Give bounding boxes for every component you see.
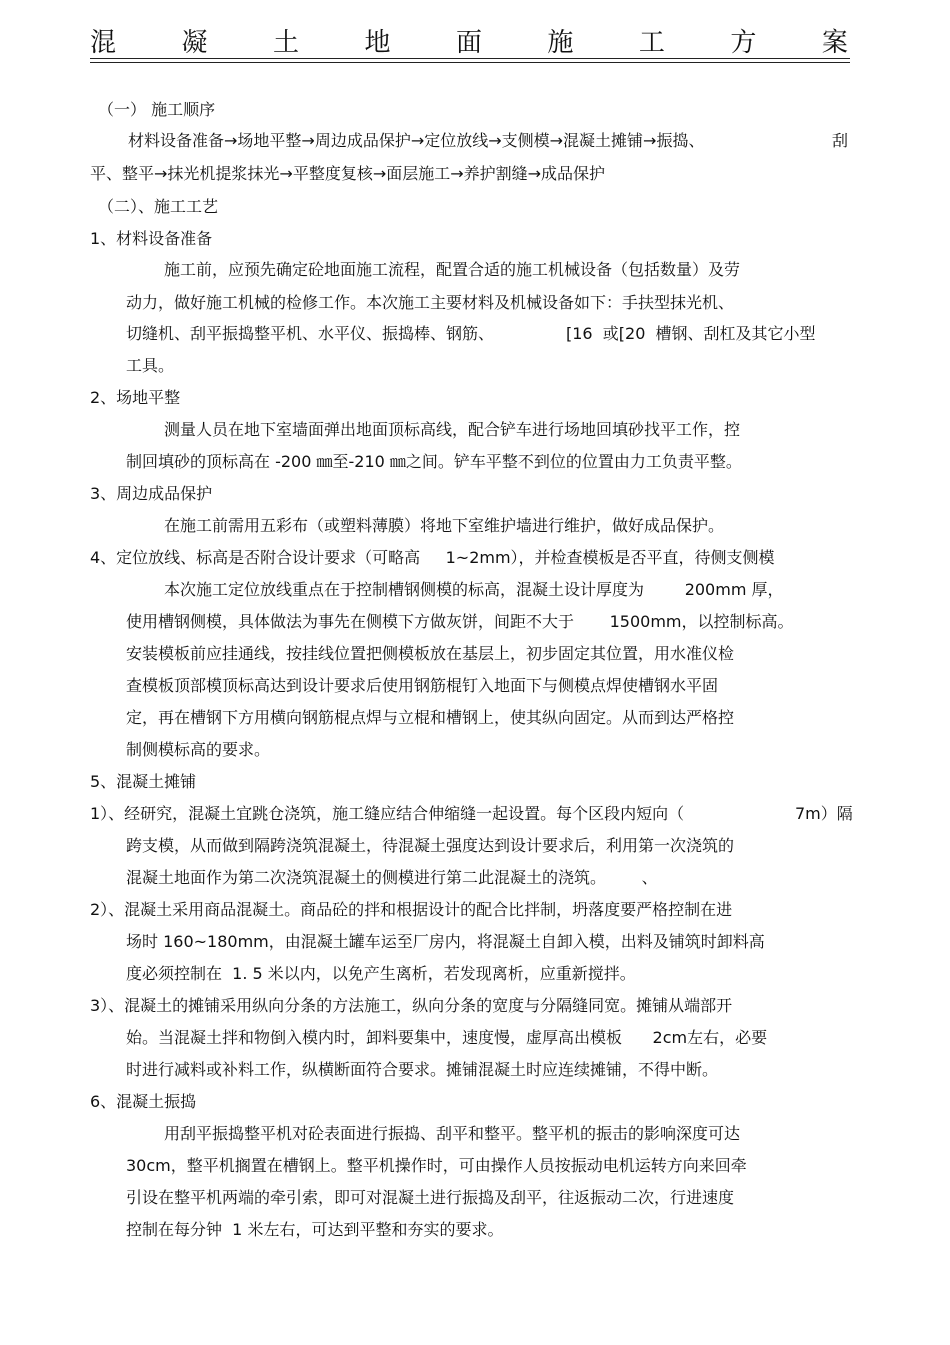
text-line: 在施工前需用五彩布（或塑料薄膜）将地下室维护墙进行维护，做好成品保护。 xyxy=(164,516,725,535)
text-line: 5、混凝土摊铺 xyxy=(90,772,197,791)
text-line: 切缝机、刮平振捣整平机、水平仪、振捣棒、钢筋、 xyxy=(126,324,495,343)
text-line: 度必须控制在 1. 5 米以内，以免产生离析，若发现离析，应重新搅拌。 xyxy=(126,964,636,983)
text-line: 30cm，整平机搁置在槽钢上。整平机操作时，可由操作人员按振动电机运转方向来回牵 xyxy=(126,1156,747,1175)
text-line: 控制在每分钟 1 米左右，可达到平整和夯实的要求。 xyxy=(126,1220,504,1239)
text-line: 测量人员在地下室墙面弹出地面顶标高线，配合铲车进行场地回填砂找平工作，控 xyxy=(164,420,741,439)
text-line: 混凝土地面作为第二次浇筑混凝土的侧模进行第二此混凝土的浇筑。 、 xyxy=(126,868,658,887)
text-line: 7m）隔 xyxy=(795,804,853,823)
title-char: 地 xyxy=(364,28,391,58)
text-line: 时进行减料或补料工作，纵横断面符合要求。摊铺混凝土时应连续摊铺，不得中断。 xyxy=(126,1060,719,1079)
text-line: 跨支模，从而做到隔跨浇筑混凝土，待混凝土强度达到设计要求后，利用第一次浇筑的 xyxy=(126,836,735,855)
page-title xyxy=(90,26,848,60)
text-line: 定，再在槽钢下方用横向钢筋棍点焊与立棍和槽钢上，使其纵向固定。从而到达严格控 xyxy=(126,708,735,727)
title-char: 方 xyxy=(730,28,757,58)
title-char: 凝 xyxy=(181,28,208,58)
text-line: 2）、混凝土采用商品混凝土。商品砼的拌和根据设计的配合比拌制，坍落度要严格控制在进 xyxy=(90,900,733,919)
title-char: 工 xyxy=(638,28,665,58)
text-line: [16 或[20 槽钢、刮杠及其它小型 xyxy=(566,324,816,343)
text-line: 始。当混凝土拌和物倒入模内时，卸料要集中，速度慢，虚厚高出模板 2cm左右，必要 xyxy=(126,1028,768,1047)
text-line: 引设在整平机两端的牵引索，即可对混凝土进行振捣及刮平，往返振动二次，行进速度 xyxy=(126,1188,735,1207)
text-line: 制侧模标高的要求。 xyxy=(126,740,271,759)
text-line: （二）、施工工艺 xyxy=(98,197,219,216)
text-line: 工具。 xyxy=(126,356,175,375)
text-line: 制回填砂的顶标高在 -200 ㎜至-210 ㎜之间。铲车平整不到位的位置由力工负责平整。 xyxy=(126,452,742,471)
title-char: 面 xyxy=(455,28,482,58)
text-line: 6、混凝土振捣 xyxy=(90,1092,197,1111)
text-line: 4、定位放线、标高是否附合设计要求（可略高 1~2mm），并检查模板是否平直，待侧支侧模 xyxy=(90,548,775,567)
text-line: 刮 xyxy=(832,131,849,150)
title-rule-thick xyxy=(90,58,850,59)
text-line: 1）、经研究，混凝土宜跳仓浇筑，施工缝应结合伸缩缝一起设置。每个区段内短向（ xyxy=(90,804,685,823)
text-line: 施工前，应预先确定砼地面施工流程，配置合适的施工机械设备（包括数量）及劳 xyxy=(164,260,741,279)
text-line: 场时 160~180mm，由混凝土罐车运至厂房内，将混凝土自卸入模，出料及铺筑时卸料高 xyxy=(126,932,765,951)
text-line: 3）、混凝土的摊铺采用纵向分条的方法施工，纵向分条的宽度与分隔缝同宽。摊铺从端部开 xyxy=(90,996,733,1015)
title-char: 土 xyxy=(272,28,299,58)
text-line: 3、周边成品保护 xyxy=(90,484,213,503)
title-rule-thin xyxy=(90,62,850,63)
text-line: 2、场地平整 xyxy=(90,388,181,407)
title-char: 施 xyxy=(547,28,574,58)
text-line: 材料设备准备→场地平整→周边成品保护→定位放线→支侧模→混凝土摊铺→振捣、 xyxy=(128,131,705,150)
text-line: 查模板顶部模顶标高达到设计要求后使用钢筋棍钉入地面下与侧模点焊使槽钢水平固 xyxy=(126,676,719,695)
title-char: 案 xyxy=(821,28,848,58)
text-line: 动力，做好施工机械的检修工作。本次施工主要材料及机械设备如下：手扶型抹光机、 xyxy=(126,293,735,312)
text-line: （一） 施工顺序 xyxy=(98,100,216,119)
text-line: 1、材料设备准备 xyxy=(90,229,213,248)
text-line: 平、整平→抹光机提浆抹光→平整度复核→面层施工→养护割缝→成品保护 xyxy=(90,164,606,183)
text-line: 本次施工定位放线重点在于控制槽钢侧模的标高，混凝土设计厚度为 200mm 厚， xyxy=(164,580,784,599)
text-line: 用刮平振捣整平机对砼表面进行振捣、刮平和整平。整平机的振击的影响深度可达 xyxy=(164,1124,741,1143)
text-line: 安装模板前应挂通线，按挂线位置把侧模板放在基层上，初步固定其位置，用水准仪检 xyxy=(126,644,735,663)
title-char: 混 xyxy=(90,28,117,58)
text-line: 使用槽钢侧模，具体做法为事先在侧模下方做灰饼，间距不大于 1500mm，以控制标高。 xyxy=(126,612,794,631)
